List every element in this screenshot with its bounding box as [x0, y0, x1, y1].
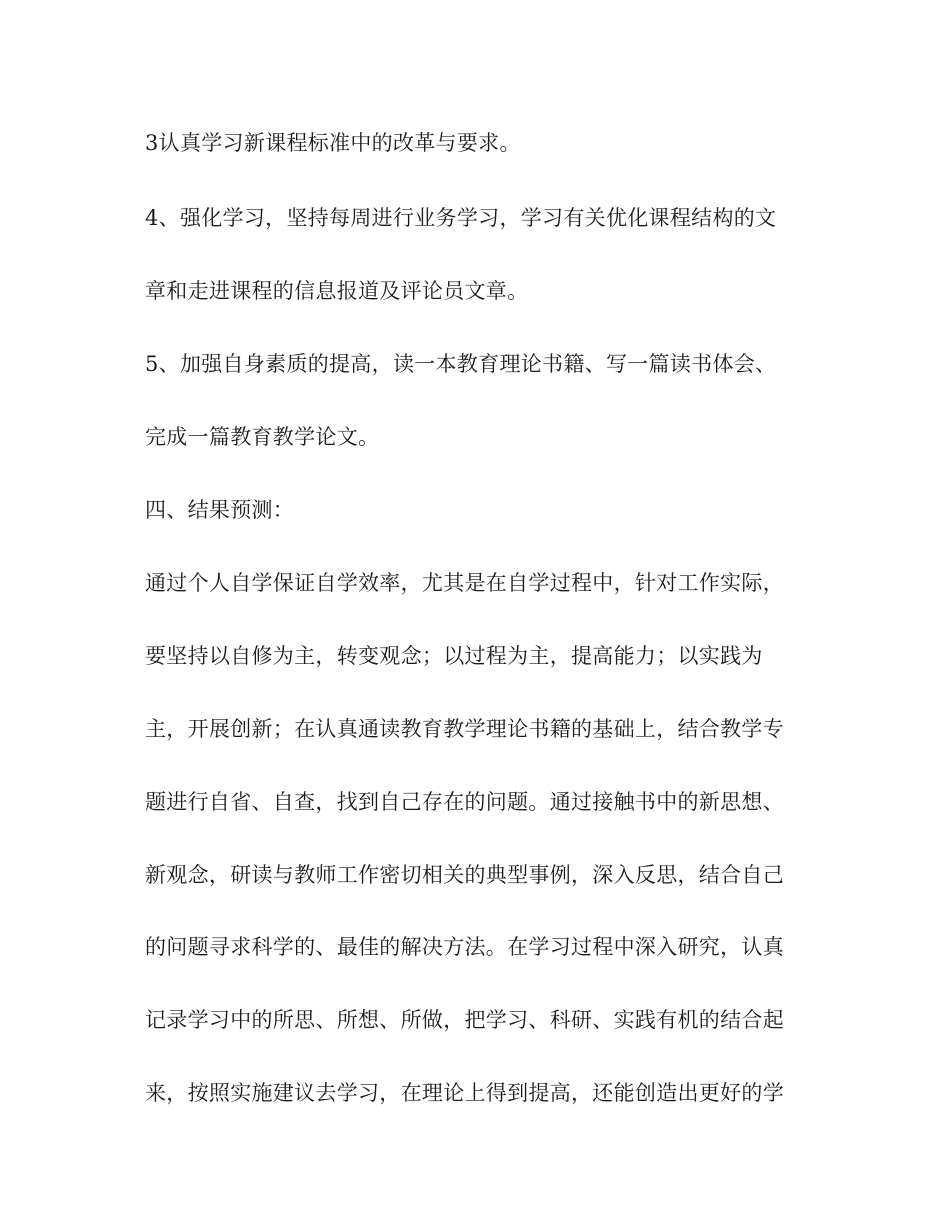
text-line: 来，按照实施建议去学习，在理论上得到提高，还能创造出更好的学: [145, 1081, 784, 1105]
text-line: 题进行自省、自查，找到自己存在的问题。通过接触书中的新思想、: [145, 790, 784, 814]
text-line: 的问题寻求科学的、最佳的解决方法。在学习过程中深入研究，认真: [145, 935, 784, 959]
text-line: 3认真学习新课程标准中的改革与要求。: [145, 131, 521, 155]
text-line: 通过个人自学保证自学效率，尤其是在自学过程中，针对工作实际，: [145, 571, 784, 595]
text-line: 5、加强自身素质的提高，读一本教育理论书籍、写一篇读书体会、: [145, 352, 777, 376]
text-line: 完成一篇教育教学论文。: [145, 425, 380, 449]
text-line: 要坚持以自修为主，转变观念；以过程为主，提高能力；以实践为: [145, 644, 763, 668]
text-line: 新观念，研读与教师工作密切相关的典型事例，深入反思，结合自己: [145, 863, 784, 887]
text-line: 记录学习中的所思、所想、所做，把学习、科研、实践有机的结合起: [145, 1008, 784, 1032]
section-heading: 四、结果预测：: [145, 498, 295, 522]
text-line: 章和走进课程的信息报道及评论员文章。: [145, 279, 529, 303]
text-line: 主，开展创新；在认真通读教育教学理论书籍的基础上，结合教学专: [145, 717, 784, 741]
text-line: 4、强化学习，坚持每周进行业务学习，学习有关优化课程结构的文: [145, 206, 777, 230]
